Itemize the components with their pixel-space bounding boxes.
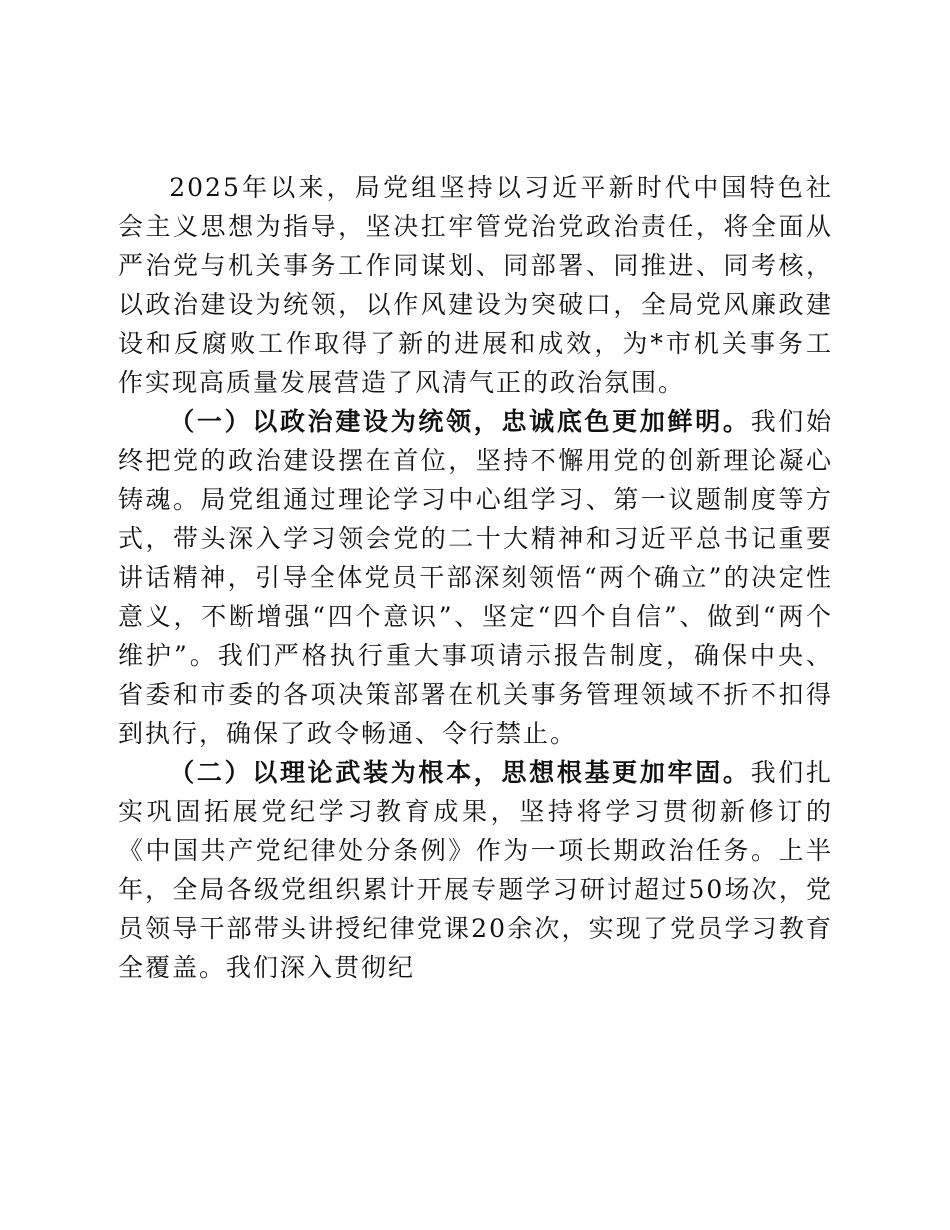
section-1-text: 我们始终把党的政治建设摆在首位，坚持不懈用党的创新理论凝心铸魂。局党组通过理论学习中心组学习、第一议题制度等方式，带头深入学习领会党的二十大精神和习近平总书记重要讲话精神，引导全体党员干部深刻领悟“两个确立”的决定性意义，不断增强“四个意识”、坚定“四个自信”、做到“两个维护”。我们严格执行重大事项请示报告制度，确保中央、省委和市委的各项决策部署在机关事务管理领域不折不扣得到执行，确保了政令畅通、令行禁止。 [118,407,833,748]
paragraph-section-2 [118,753,833,987]
document-body [118,168,833,987]
section-2-text: 我们扎实巩固拓展党纪学习教育成果，坚持将学习贯彻新修订的《中国共产党纪律处分条例》作为一项长期政治任务。上半年，全局各级党组织累计开展专题学习研讨超过50场次，党员领导干部带头讲授纪律党课20余次，实现了党员学习教育全覆盖。我们深入贯彻纪 [118,758,833,982]
section-1-heading: （一）以政治建设为统领，忠诚底色更加鲜明。 [169,407,751,436]
paragraph-intro-text: 2025年以来，局党组坚持以习近平新时代中国特色社会主义思想为指导，坚决扛牢管党治党政治责任，将全面从严治党与机关事务工作同谋划、同部署、同推进、同考核，以政治建设为统领，以作风建设为突破口，全局党风廉政建设和反腐败工作取得了新的进展和成效，为*市机关事务工作实现高质量发展营造了风清气正的政治氛围。 [118,173,833,397]
paragraph-section-1 [118,402,833,753]
section-2-heading: （二）以理论武装为根本，思想根基更加牢固。 [169,758,751,787]
paragraph-intro [118,168,833,402]
